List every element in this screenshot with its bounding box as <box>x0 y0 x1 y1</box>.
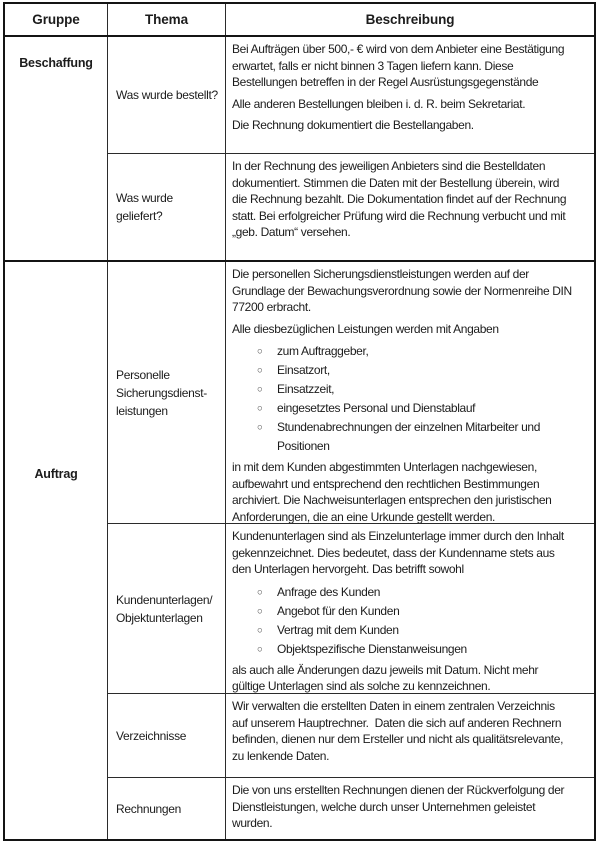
paragraph-line: Grundlage der Bewachungsverordnung sowie der Normenreihe DIN <box>232 283 572 298</box>
bullet-list <box>232 342 588 456</box>
theme-cell <box>108 154 226 260</box>
group-rows <box>108 37 594 260</box>
paragraph-line: In der Rechnung des jeweiligen Anbieters sind die Bestelldaten <box>232 159 546 173</box>
list-bullet-icon: ○ <box>257 384 263 395</box>
list-item-text <box>277 361 330 380</box>
paragraph-line: die Rechnung bezahlt. Die Dokumentation findet auf der Rechnung <box>232 192 567 206</box>
theme-line: leistungen <box>116 403 168 418</box>
group-section <box>5 262 594 839</box>
paragraph-line: Anforderungen, die an eine Urkunde gestellt werden. <box>232 509 496 523</box>
paragraph-line: gekennzeichnet. Dies bedeutet, dass der Kundenname stets aus <box>232 545 555 560</box>
paragraph <box>232 117 588 134</box>
description-cell <box>226 262 594 523</box>
paragraph-line: aufbewahrt und entsprechend den rechtlichen Bestimmungen <box>232 476 540 491</box>
paragraph-line: Die personellen Sicherungsdienstleistungen werden auf der <box>232 267 529 281</box>
description-cell <box>226 524 594 693</box>
description-cell <box>226 154 594 260</box>
list-item-line: eingesetztes Personal und Dienstablauf <box>277 401 476 415</box>
list-item <box>232 640 588 659</box>
paragraph-line: auf unserem Hauptrechner. Daten die sich auf anderen Rechnern <box>232 715 562 730</box>
table-header-row <box>5 4 594 37</box>
list-bullet-icon: ○ <box>257 365 263 376</box>
theme-line: Kundenunterlagen/ <box>116 592 213 607</box>
list-item-line: Einsatzzeit, <box>277 382 335 396</box>
list-item-line: Objektspezifische Dienstanweisungen <box>277 641 467 656</box>
paragraph <box>232 158 588 241</box>
group-cell <box>5 37 108 260</box>
paragraph-line: gültige Unterlagen sind als solche zu kennzeichnen. <box>232 679 491 693</box>
theme-cell <box>108 37 226 153</box>
table-row <box>108 524 594 694</box>
paragraph <box>232 459 588 523</box>
list-item <box>232 342 588 361</box>
theme-line: Rechnungen <box>116 801 182 816</box>
list-item <box>232 418 588 456</box>
paragraph <box>232 41 588 91</box>
group-label: Beschaffung <box>19 56 93 70</box>
list-item-line: Einsatzort, <box>277 363 330 377</box>
group-label: Auftrag <box>34 467 78 481</box>
paragraph-line: Die Rechnung dokumentiert die Bestellangaben. <box>232 118 474 132</box>
list-bullet-icon: ○ <box>257 643 263 655</box>
paragraph-line: Alle diesbezüglichen Leistungen werden mit Angaben <box>232 321 499 336</box>
list-bullet-icon: ○ <box>257 605 263 617</box>
paragraph <box>232 528 588 578</box>
paragraph-line: statt. Bei erfolgreicher Prüfung wird die Rechnung verbucht und mit <box>232 208 566 223</box>
paragraph-line: Bestellungen betreffen in der Regel Ausrüstungsgegenstände <box>232 75 539 89</box>
list-item-text <box>277 621 399 640</box>
list-item-text <box>277 602 399 621</box>
theme-line: Personelle <box>116 367 170 382</box>
description-cell <box>226 37 594 153</box>
paragraph-line: archiviert. Die Nachweisunterlagen entsprechen den juristischen <box>232 493 552 507</box>
table-row <box>108 262 594 524</box>
list-bullet-icon: ○ <box>257 403 263 414</box>
theme-cell <box>108 778 226 839</box>
theme-cell <box>108 524 226 693</box>
list-item-text <box>277 342 368 361</box>
theme-cell <box>108 694 226 777</box>
paragraph-line: „geb. Datum“ versehen. <box>232 225 351 239</box>
table-row <box>108 37 594 154</box>
paragraph <box>232 96 588 113</box>
group-section <box>5 37 594 262</box>
header-cell-thema: Thema <box>108 4 226 35</box>
description-cell <box>226 778 594 839</box>
list-item-text <box>277 583 380 602</box>
theme-line: Verzeichnisse <box>116 728 187 743</box>
list-item-line: Positionen <box>277 439 330 453</box>
list-item-line: Vertrag mit dem Kunden <box>277 622 399 637</box>
paragraph <box>232 266 588 316</box>
paragraph-line: 77200 erbracht. <box>232 300 311 314</box>
paragraph-line: Wir verwalten die erstellten Daten in einem zentralen Verzeichnis <box>232 699 555 713</box>
theme-cell <box>108 262 226 523</box>
paragraph-line: Dienstleistungen, welche durch unser Unternehmen geleistet <box>232 799 536 814</box>
paragraph-line: wurden. <box>232 816 273 830</box>
list-item-line: Anfrage des Kunden <box>277 584 381 599</box>
header-cell-gruppe: Gruppe <box>5 4 108 35</box>
paragraph-line: Kundenunterlagen sind als Einzelunterlage immer durch den Inhalt <box>232 529 564 543</box>
list-item-text <box>277 418 540 456</box>
table-row <box>108 694 594 778</box>
list-item <box>232 621 588 640</box>
table-row <box>108 154 594 260</box>
group-cell <box>5 262 108 839</box>
list-item <box>232 399 588 418</box>
table-row <box>108 778 594 839</box>
theme-line: Objektunterlagen <box>116 610 203 625</box>
description-cell <box>226 694 594 777</box>
theme-line: Was wurde bestellt? <box>116 88 218 102</box>
list-bullet-icon: ○ <box>257 586 263 598</box>
theme-line: Was wurde <box>116 191 173 205</box>
paragraph-line: den Unterlagen hervorgeht. Das betrifft sowohl <box>232 562 464 576</box>
paragraph-line: erwartet, falls er nicht binnen 3 Tagen liefern kann. Diese <box>232 58 514 73</box>
list-bullet-icon: ○ <box>257 422 263 433</box>
document-table <box>3 2 596 841</box>
paragraph-line: Alle anderen Bestellungen bleiben i. d. R. beim Sekretariat. <box>232 96 526 111</box>
paragraph-line: in mit dem Kunden abgestimmten Unterlagen nachgewiesen, <box>232 460 537 474</box>
paragraph <box>232 321 588 338</box>
paragraph <box>232 698 588 764</box>
list-bullet-icon: ○ <box>257 346 263 357</box>
list-item-line: zum Auftraggeber, <box>277 344 369 358</box>
theme-line: Sicherungsdienst- <box>116 385 207 400</box>
header-cell-beschreibung: Beschreibung <box>365 12 455 27</box>
paragraph <box>232 662 588 694</box>
list-item-text <box>277 640 467 659</box>
paragraph-line: Die von uns erstellten Rechnungen dienen der Rückverfolgung der <box>232 783 565 797</box>
theme-line: geliefert? <box>116 209 163 223</box>
list-item-text <box>277 399 475 418</box>
paragraph-line: befinden, dienen nur dem Ersteller und nicht als qualitätsrelevante, <box>232 732 564 746</box>
paragraph-line: Bei Aufträgen über 500,- € wird von dem Anbieter eine Bestätigung <box>232 42 565 56</box>
paragraph-line: als auch alle Änderungen dazu jeweils mit Datum. Nicht mehr <box>232 662 539 677</box>
paragraph-line: dokumentiert. Stimmen die Daten mit der Bestellung überein, wird <box>232 175 560 190</box>
list-item <box>232 602 588 621</box>
list-item <box>232 361 588 380</box>
paragraph <box>232 782 588 832</box>
list-item-text <box>277 380 334 399</box>
list-item-line: Angebot für den Kunden <box>277 603 400 618</box>
list-item <box>232 380 588 399</box>
group-rows <box>108 262 594 839</box>
bullet-list <box>232 583 588 659</box>
paragraph-line: zu lenkende Daten. <box>232 748 330 763</box>
list-item-line: Stundenabrechnungen der einzelnen Mitarbeiter und <box>277 420 541 434</box>
list-item <box>232 583 588 602</box>
list-bullet-icon: ○ <box>257 624 263 636</box>
